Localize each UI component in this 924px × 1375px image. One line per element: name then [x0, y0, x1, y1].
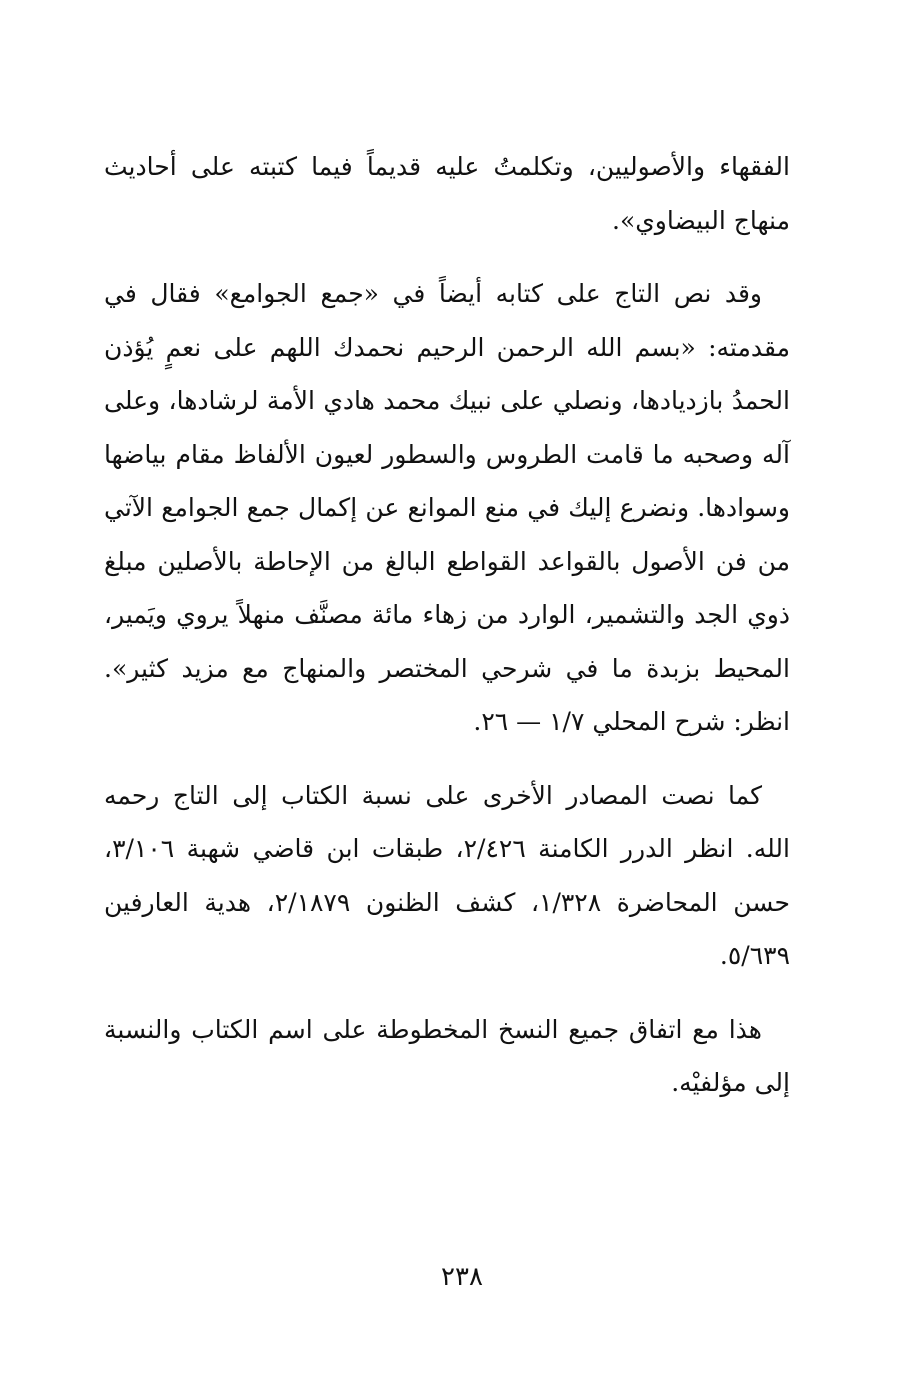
paragraph-1: الفقهاء والأصوليين، وتكلمتُ عليه قديماً فيما كتبته على أحاديث منهاج البيضاوي».: [104, 152, 790, 235]
paragraph-4: هذا مع اتفاق جميع النسخ المخطوطة على اسم الكتاب والنسبة إلى مؤلفيْه.: [104, 1014, 790, 1097]
paragraph-3: كما نصت المصادر الأخرى على نسبة الكتاب إلى التاج رحمه الله. انظر الدرر الكامنة ٢/٤٢٦، طبقات ابن قاضي شهبة ٣/١٠٦، حسن المحاضرة ١/٣٢٨، كشف الظنون ٢/١٨٧٩، هدية العارفين ٥/٦٣٩.: [104, 780, 790, 970]
body-text: [104, 140, 790, 1110]
page-number: ٢٣٨: [441, 1262, 483, 1292]
paragraph-2: وقد نص التاج على كتابه أيضاً في «جمع الجوامع» فقال في مقدمته: «بسم الله الرحمن الرحيم نحمدك اللهم على نعمٍ يُؤذن الحمدُ بازديادها، ونصلي على نبيك محمد هادي الأمة لرشادها، وعلى آله وصحبه ما قامت الطروس والسطور لعيون الألفاظ مقام بياضها وسوادها. ونضرع إليك في منع الموانع عن إكمال جمع الجوامع الآتي من فن الأصول بالقواعد القواطع البالغ من الإحاطة بالأصلين مبلغ ذوي الجد والتشمير، الوارد من زهاء مائة مصنَّف منهلاً يروي ويَمير، المحيط بزبدة ما في شرحي المختصر والمنهاج مع مزيد كثير». انظر: شرح المحلي ١/٧ — ٢٦.: [104, 279, 790, 736]
